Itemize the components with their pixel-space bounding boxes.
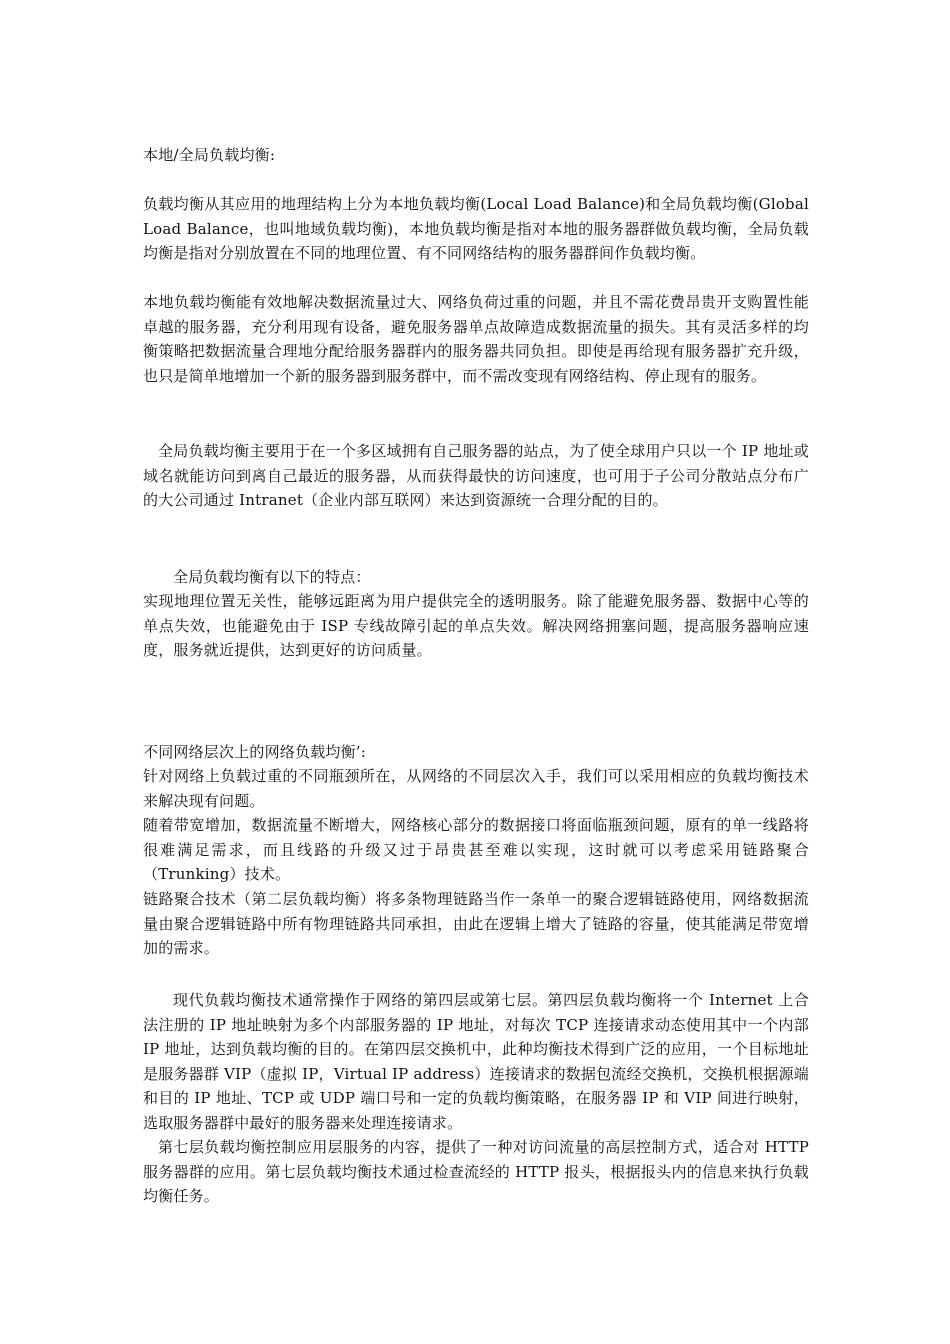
paragraph-global-features: 实现地理位置无关性，能够远距离为用户提供完全的透明服务。除了能避免服务器、数据中心等的单点失效，也能避免由于 ISP 专线故障引起的单点失效。解决网络拥塞问题，提高服务器响应速度，服务就近提供，达到更好的访问质量。: [143, 592, 809, 659]
paragraph-bottleneck: 针对网络上负载过重的不同瓶颈所在，从网络的不同层次入手，我们可以采用相应的负载均衡技术来解决现有问题。: [143, 767, 809, 810]
paragraph-load-balance-definition: 负载均衡从其应用的地理结构上分为本地负载均衡(Local Load Balance)和全局负载均衡(Global Load Balance，也叫地域负载均衡)，本地负载均衡是指对本地的服务器群做负载均衡，全局负载均衡是指对分别放置在不同的地理位置、有不同网络结构的服务器群间作负载均衡。: [143, 195, 809, 262]
section-heading-network-layers: 不同网络层次上的网络负载均衡’:: [143, 743, 367, 761]
paragraph-global-features-intro: 全局负载均衡有以下的特点：: [173, 568, 371, 586]
paragraph-bandwidth-trunking: 随着带宽增加，数据流量不断增大，网络核心部分的数据接口将面临瓶颈问题，原有的单一线路将很难满足需求，而且线路的升级又过于昂贵甚至难以实现，这时就可以考虑采用链路聚合（Trunking）技术。: [143, 816, 809, 883]
paragraph-layer7-balancing: 第七层负载均衡控制应用层服务的内容，提供了一种对访问流量的高层控制方式，适合对 HTTP 服务器群的应用。第七层负载均衡技术通过检查流经的 HTTP 报头，根据报头内的信息来执行负载均衡任务。: [143, 1138, 809, 1205]
paragraph-layer4-balancing: 现代负载均衡技术通常操作于网络的第四层或第七层。第四层负载均衡将一个 Internet 上合法注册的 IP 地址映射为多个内部服务器的 IP 地址，对每次 TCP 连接请求动态使用其中一个内部 IP 地址，达到负载均衡的目的。在第四层交换机中，此种均衡技术得到广泛的应用，一个目标地址是服务器群 VIP（虚拟 IP，Virtual IP address）连接请求的数据包流经交换机，交换机根据源端和目的 IP 地址、TCP 或 UDP 端口号和一定的负载均衡策略，在服务器 IP 和 VIP 间进行映射，选取服务器群中最好的服务器来处理连接请求。: [143, 991, 809, 1132]
paragraph-global-load-balance: 全局负载均衡主要用于在一个多区域拥有自己服务器的站点，为了使全球用户只以一个 IP 地址或域名就能访问到离自己最近的服务器，从而获得最快的访问速度，也可用于子公司分散站点分布广的大公司通过 Intranet（企业内部互联网）来达到资源统一合理分配的目的。: [143, 442, 809, 509]
paragraph-local-load-balance: 本地负载均衡能有效地解决数据流量过大、网络负荷过重的问题，并且不需花费昂贵开支购置性能卓越的服务器，充分利用现有设备，避免服务器单点故障造成数据流量的损失。其有灵活多样的均衡策略把数据流量合理地分配给服务器群内的服务器共同负担。即使是再给现有服务器扩充升级，也只是简单地增加一个新的服务器到服务群中，而不需改变现有网络结构、停止现有的服务。: [143, 293, 809, 385]
section-heading-local-global: 本地/全局负载均衡:: [143, 146, 276, 164]
paragraph-link-aggregation: 链路聚合技术（第二层负载均衡）将多条物理链路当作一条单一的聚合逻辑链路使用，网络数据流量由聚合逻辑链路中所有物理链路共同承担，由此在逻辑上增大了链路的容量，使其能满足带宽增加的需求。: [143, 890, 809, 957]
